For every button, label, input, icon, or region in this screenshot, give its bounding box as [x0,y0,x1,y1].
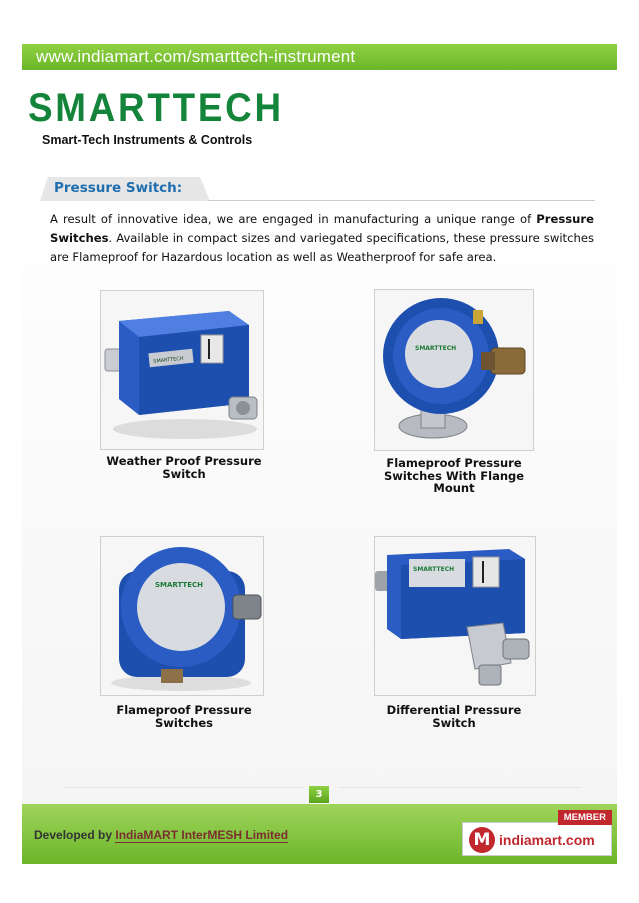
badge-name: indiamart.com [499,832,595,848]
product-nameplate: SMARTTECH [415,345,457,352]
section-title: Pressure Switch: [54,180,183,196]
developed-by-label: Developed by [34,828,113,842]
developer-company-link[interactable]: IndiaMART InterMESH Limited [115,828,289,842]
product-nameplate: SMARTTECH [152,355,184,365]
company-logo: SMARTTECH [28,86,284,130]
header-logo-area [22,70,617,162]
company-tagline: Smart-Tech Instruments & Controls [42,133,253,147]
member-label: MEMBER [558,810,612,825]
caption-line: Flameproof Pressure [116,703,252,717]
product-image-weatherproof [100,290,264,450]
indiamart-member-badge[interactable] [462,810,612,858]
badge-box [462,822,612,856]
caption-line: Mount [433,481,475,495]
indiamart-logo-icon: M [469,827,495,853]
intro-text-1: A result of innovative idea, we are engaged in manufacturing a unique range of [50,212,537,226]
product-caption-flameproof-flange [369,457,539,495]
url-banner [22,44,617,70]
caption-line: Differential Pressure [386,703,522,717]
footer-divider-right [340,787,580,788]
caption-line: Switches [155,715,213,730]
brochure-page [22,44,617,864]
product-nameplate: SMARTTECH [155,581,203,589]
section-divider [208,200,595,201]
product-caption-weatherproof [99,455,269,480]
product-caption-flameproof [99,704,269,729]
product-caption-differential [369,704,539,729]
product-image-differential [374,536,536,696]
caption-line: Switch [162,466,206,481]
developer-credit [34,828,288,842]
product-image-flameproof [100,536,264,696]
intro-paragraph [50,210,594,267]
product-nameplate: SMARTTECH [413,566,455,573]
website-url[interactable]: www.indiamart.com/smarttech-instrument [36,47,356,66]
footer-bar [22,804,617,864]
caption-line: Switches With Flange [383,468,525,483]
product-image-flameproof-flange [374,289,534,451]
footer-divider-left [64,787,304,788]
intro-bold: Pressure Switches [50,212,594,245]
page-number: 3 [309,786,329,803]
caption-line: Weather Proof Pressure [106,454,262,468]
caption-line: Flameproof Pressure [386,456,522,470]
intro-text-2: . Available in compact sizes and variegated specifications, these pressure switches are Flameproof for Hazardous location as well as Weatherproof for safe area. [50,231,594,264]
caption-line: Switch [432,715,476,730]
